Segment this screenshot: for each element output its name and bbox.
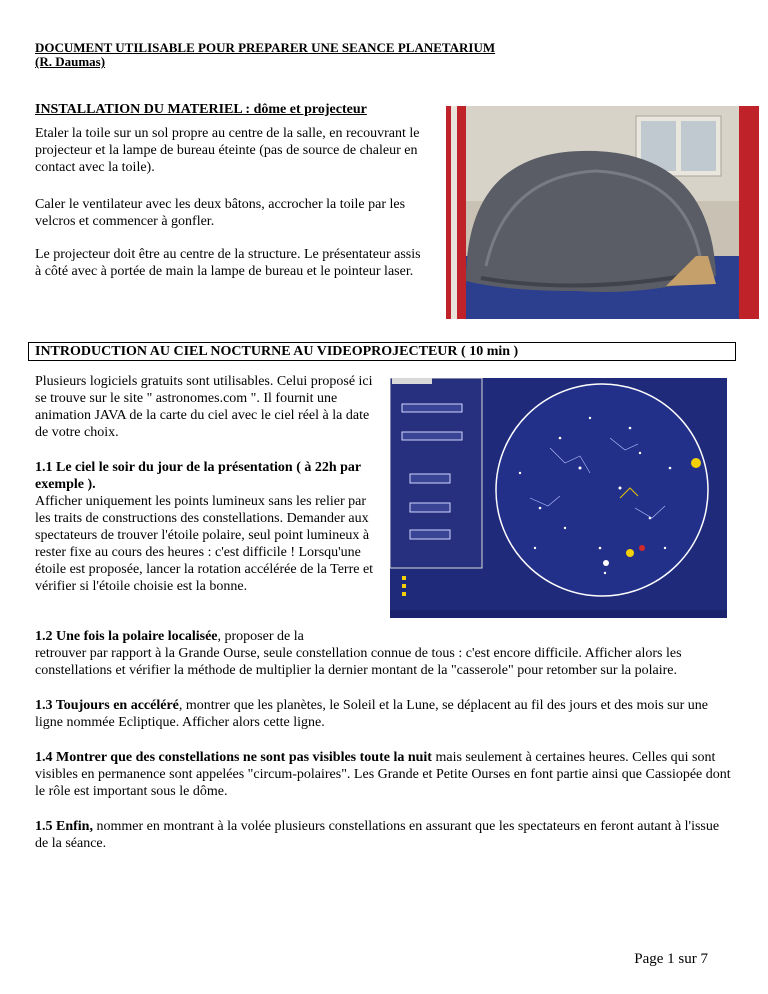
section-1-5-text: nommer en montrant à la volée plusieurs constellations en assurant que les spectateurs en feront autant à l'issue de la séance. bbox=[35, 819, 720, 851]
section-1-3-text: , montrer que les planètes, le Soleil et la Lune, se déplacent au fil des jours et des mois sur une ligne nommée Ecliptique. Afficher alors cette ligne. bbox=[35, 698, 709, 730]
section-1-5 bbox=[35, 818, 735, 852]
section-1-2-text-a: , proposer de la bbox=[217, 629, 304, 644]
section-1-1-heading: 1.1 Le ciel le soir du jour de la présentation ( à 22h par exemple ). bbox=[35, 460, 361, 492]
section-1-1 bbox=[35, 459, 380, 595]
dome-photo bbox=[446, 106, 759, 319]
page-number: Page 1 sur 7 bbox=[634, 951, 708, 967]
installation-paragraph-3: Le projecteur doit être au centre de la structure. Le présentateur assis à côté avec à portée de main la lampe de bureau et le pointeur laser. bbox=[35, 247, 421, 279]
section-1-5-heading: 1.5 Enfin, bbox=[35, 819, 93, 834]
section-1-4-text: mais seulement à certaines heures. Celles qui sont visibles en permanence sont appelées "circum-polaires". Les Grande et Petite Ourses en font partie ainsi que Cassiopée dont le rôle est important sous le dôme. bbox=[35, 750, 731, 799]
section-1-3-heading: 1.3 Toujours en accéléré bbox=[35, 698, 179, 713]
introduction-heading: INTRODUCTION AU CIEL NOCTURNE AU VIDEOPROJECTEUR ( 10 min ) bbox=[28, 342, 736, 361]
installation-paragraph-2: Caler le ventilateur avec les deux bâtons, accrocher la toile par les velcros et commencer à gonfler. bbox=[35, 197, 406, 229]
introduction-paragraph: Plusieurs logiciels gratuits sont utilisables. Celui proposé ici se trouve sur le site " astronomes.com ". Il fournit une animation JAVA de la carte du ciel avec le ciel réel à la date de votre choix. bbox=[35, 374, 373, 440]
sky-map-screenshot bbox=[390, 378, 727, 618]
installation-heading: INSTALLATION DU MATERIEL : dôme et projecteur bbox=[35, 102, 367, 117]
document-title: DOCUMENT UTILISABLE POUR PREPARER UNE SEANCE PLANETARIUM bbox=[35, 40, 496, 55]
section-1-3 bbox=[35, 697, 735, 731]
document-author: (R. Daumas) bbox=[35, 54, 106, 69]
section-1-2 bbox=[35, 628, 735, 679]
installation-paragraph-1: Etaler la toile sur un sol propre au centre de la salle, en recouvrant le projecteur et la lampe de bureau éteinte (pas de source de chaleur en contact avec la toile). bbox=[35, 126, 420, 175]
section-1-4 bbox=[35, 749, 735, 800]
section-1-4-heading: 1.4 Montrer que des constellations ne sont pas visibles toute la nuit bbox=[35, 750, 432, 765]
section-1-2-heading: 1.2 Une fois la polaire localisée bbox=[35, 629, 218, 644]
section-1-2-text-b: retrouver par rapport à la Grande Ourse, seule constellation connue de tous : c'est encore difficile. Afficher alors les constellations et vérifier la méthode de multiplier la dernier montant de la "casserole" pour retomber sur la polaire. bbox=[35, 646, 682, 678]
section-1-1-text: Afficher uniquement les points lumineux sans les relier par les traits de constructions des constellations. Demander aux spectateurs de trouver l'étoile polaire, seul point lumineux à rester fixe au cours des heures : c'est difficile ! Lorsqu'une étoile est proposée, lancer la rotation accélérée de la Terre et vérifier si l'étoile choisie est la bonne. bbox=[35, 494, 374, 594]
